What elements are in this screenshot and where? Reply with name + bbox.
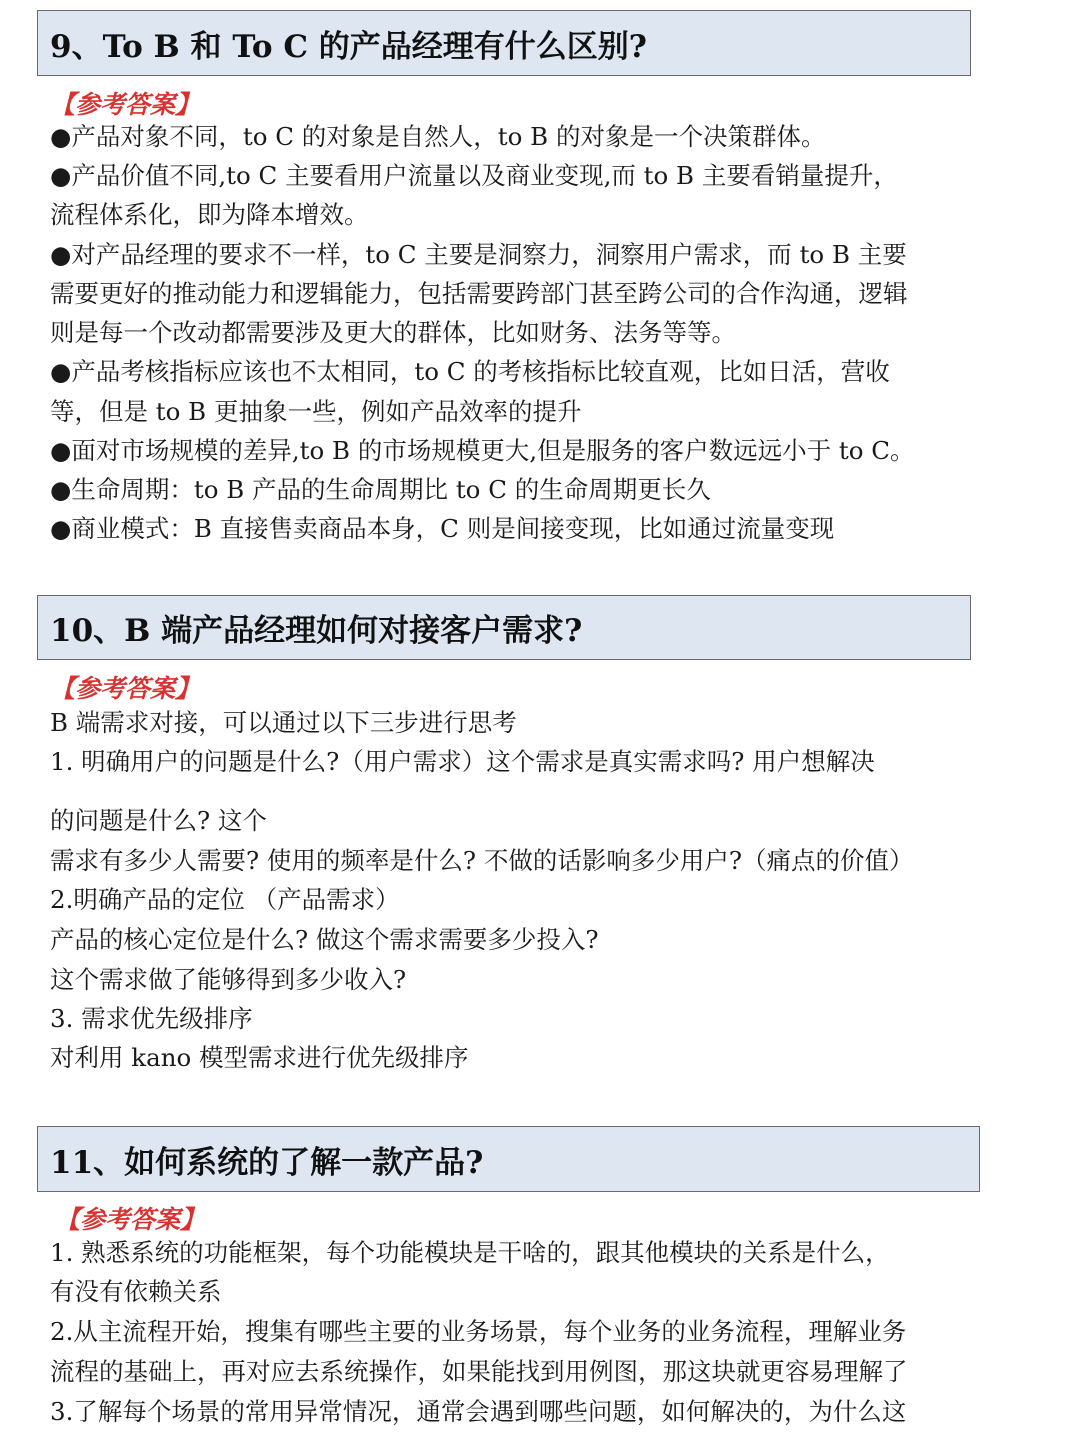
answer-9-line: ●产品价值不同,to C 主要看用户流量以及商业变现,而 to B 主要看销量提升，	[50, 161, 898, 190]
question-10-title: 10、B 端产品经理如何对接客户需求?	[50, 613, 583, 649]
question-9-title: 9、To B 和 To C 的产品经理有什么区别?	[50, 28, 647, 65]
answer-10-line: 对利用 kano 模型需求进行优先级排序	[50, 1043, 469, 1072]
answer-10-line: 的问题是什么? 这个	[50, 806, 267, 835]
answer-10-line: 这个需求做了能够得到多少收入?	[50, 965, 407, 994]
answer-label-10: 【参考答案】	[50, 674, 201, 703]
answer-11-line: 流程的基础上，再对应去系统操作，如果能找到用例图，那这块就更容易理解了	[50, 1357, 908, 1386]
question-11-title: 11、如何系统的了解一款产品?	[50, 1144, 484, 1181]
answer-10-line: B 端需求对接，可以通过以下三步进行思考	[50, 708, 517, 737]
answer-9-line: 流程体系化，即为降本增效。	[50, 200, 369, 229]
answer-9-line: 等，但是 to B 更抽象一些，例如产品效率的提升	[50, 397, 582, 426]
answer-9-line: ●产品对象不同，to C 的对象是自然人，to B 的对象是一个决策群体。	[50, 122, 826, 151]
answer-10-line: 3. 需求优先级排序	[50, 1004, 253, 1033]
answer-label-11: 【参考答案】	[55, 1205, 206, 1234]
answer-9-line: 需要更好的推动能力和逻辑能力，包括需要跨部门甚至跨公司的合作沟通，逻辑	[50, 279, 908, 308]
answer-9-line: ●产品考核指标应该也不太相同，to C 的考核指标比较直观，比如日活，营收	[50, 357, 890, 386]
answer-10-line: 2.明确产品的定位 （产品需求）	[50, 885, 400, 914]
answer-9-line: ●商业模式：B 直接售卖商品本身，C 则是间接变现，比如通过流量变现	[50, 514, 835, 543]
answer-9-line: ●面对市场规模的差异,to B 的市场规模更大,但是服务的客户数远远小于 to C。	[50, 436, 915, 465]
answer-9-line: ●对产品经理的要求不一样，to C 主要是洞察力，洞察用户需求，而 to B 主要	[50, 240, 907, 269]
answer-10-line: 需求有多少人需要? 使用的频率是什么? 不做的话影响多少用户?（痛点的价值）	[50, 846, 914, 875]
question-11-header	[37, 1126, 980, 1192]
answer-11-line: 1. 熟悉系统的功能框架，每个功能模块是干啥的，跟其他模块的关系是什么，	[50, 1238, 890, 1267]
question-10-header	[37, 595, 971, 660]
question-9-header	[37, 10, 971, 76]
answer-11-line: 2.从主流程开始，搜集有哪些主要的业务场景，每个业务的业务流程，理解业务	[50, 1317, 907, 1346]
answer-label-9: 【参考答案】	[50, 90, 201, 119]
answer-10-line: 产品的核心定位是什么? 做这个需求需要多少投入?	[50, 925, 599, 954]
answer-11-line: 有没有依赖关系	[50, 1277, 222, 1306]
answer-10-line: 1. 明确用户的问题是什么?（用户需求）这个需求是真实需求吗? 用户想解决	[50, 747, 875, 776]
answer-11-line: 3.了解每个场景的常用异常情况，通常会遇到哪些问题，如何解决的，为什么这	[50, 1397, 907, 1426]
answer-9-line: ●生命周期：to B 产品的生命周期比 to C 的生命周期更长久	[50, 475, 711, 504]
answer-9-line: 则是每一个改动都需要涉及更大的群体，比如财务、法务等等。	[50, 318, 736, 347]
